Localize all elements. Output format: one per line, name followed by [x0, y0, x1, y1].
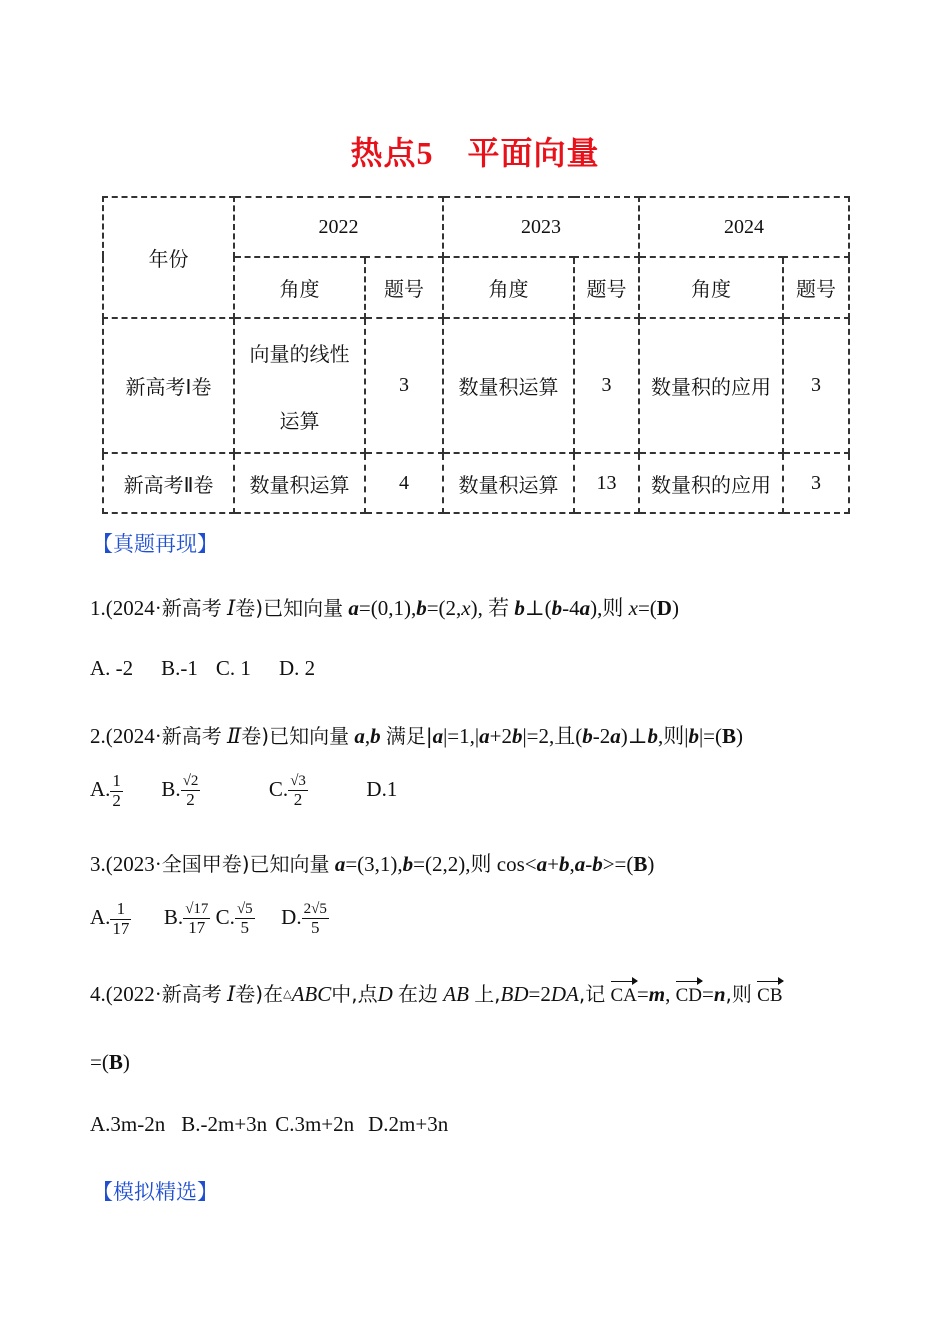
fraction: $\frac{1}{17}$	[112, 899, 130, 938]
angle-header: 角度	[443, 257, 574, 318]
qnum-cell: 13	[574, 453, 639, 513]
title-number: 5	[416, 135, 434, 171]
question-1-options	[90, 656, 315, 681]
vector-cb: CB	[757, 985, 783, 1006]
year-2022: 2022	[234, 197, 443, 257]
angle-cell: 数量积运算	[443, 318, 574, 453]
option-d: D. 2	[278, 656, 316, 680]
question-1: 1.(2024·新高考 Ⅰ卷)已知向量 a=(0,1),b=(2,x), 若 b⊥(b-4a),则 x=(D)	[90, 596, 679, 620]
vector-cd: CD	[675, 985, 702, 1006]
option-b: B.-1	[161, 656, 198, 680]
fraction: $\frac{√17}{17}$	[185, 901, 209, 937]
angle-line: 向量的线性	[249, 341, 350, 366]
question-4-options	[90, 1112, 448, 1137]
table-corner: 年份	[103, 197, 234, 318]
qnum-cell: 3	[783, 318, 849, 453]
angle-cell: 数量积运算	[234, 453, 365, 513]
qnum-cell: 3	[574, 318, 639, 453]
qnum-header: 题号	[365, 257, 443, 318]
question-2: 2.(2024·新高考 Ⅱ卷)已知向量 a,b 满足|a|=1,|a+2b|=2,且(b-2a)⊥b,则|b|=(B)	[90, 724, 744, 748]
qnum-header: 题号	[783, 257, 849, 318]
qnum-header: 题号	[574, 257, 639, 318]
answer: D	[656, 596, 672, 620]
question-4: 4.(2022·新高考 Ⅰ卷)在△ABC中,点D 在边 AB 上,BD=2DA,记 CA=m, CD=n,则 CB	[90, 982, 783, 1006]
fraction: $\frac{1}{2}$	[112, 771, 121, 810]
option-c: C.3m+2n	[275, 1112, 355, 1136]
section-real-exam: 【真题再现】	[92, 532, 218, 556]
vector-ca: CA	[610, 985, 637, 1006]
question-3-options: A. $\frac{1}{17}$ B. $\frac{√17}{17}$ C. $\frac{√5}{5}$ D. $\frac{2√5}{5}$	[90, 899, 327, 938]
hotspot-table	[102, 196, 850, 514]
answer: B	[722, 724, 737, 748]
question-4-line2: =(B)	[90, 1050, 130, 1074]
angle-cell: 数量积的应用	[639, 453, 783, 513]
fraction: $\frac{√5}{5}$	[236, 901, 253, 937]
angle-cell: 数量积运算	[443, 453, 574, 513]
option-d: D.2m+3n	[368, 1112, 449, 1136]
section-mock-select: 【模拟精选】	[92, 1180, 218, 1204]
angle-cell	[234, 318, 365, 453]
fraction: $\frac{√3}{2}$	[290, 773, 306, 809]
year-2023: 2023	[443, 197, 639, 257]
option-b: B.-2m+3n	[181, 1112, 268, 1136]
qnum-cell: 3	[783, 453, 849, 513]
row-label: 新高考Ⅱ卷	[103, 453, 234, 513]
fraction: $\frac{√2}{2}$	[182, 773, 199, 809]
table-row	[103, 318, 849, 453]
option-a: A.3m-2n	[90, 1112, 166, 1136]
fraction: $\frac{2√5}{5}$	[303, 901, 327, 937]
year-2024: 2024	[639, 197, 849, 257]
option-c: C. 1	[215, 656, 251, 680]
angle-cell: 数量积的应用	[639, 318, 783, 453]
title-main: 平面向量	[467, 134, 600, 172]
angle-header: 角度	[639, 257, 783, 318]
table-row	[103, 453, 849, 513]
angle-header: 角度	[234, 257, 365, 318]
answer: B	[108, 1050, 123, 1074]
question-3: 3.(2023·全国甲卷)已知向量 a=(3,1),b=(2,2),则 cos<a+b,a-b>=(B)	[90, 852, 655, 876]
angle-line: 运算	[279, 408, 320, 433]
qnum-cell: 3	[365, 318, 443, 453]
title-prefix: 热点	[350, 134, 417, 172]
answer: B	[633, 852, 648, 876]
qnum-cell: 4	[365, 453, 443, 513]
page-title	[0, 128, 950, 174]
question-2-options: A. $\frac{1}{2}$ B. $\frac{√2}{2}$ C. $\frac{√3}{2}$ D.1	[90, 771, 398, 810]
option-a: A. -2	[90, 656, 134, 680]
row-label: 新高考Ⅰ卷	[103, 318, 234, 453]
